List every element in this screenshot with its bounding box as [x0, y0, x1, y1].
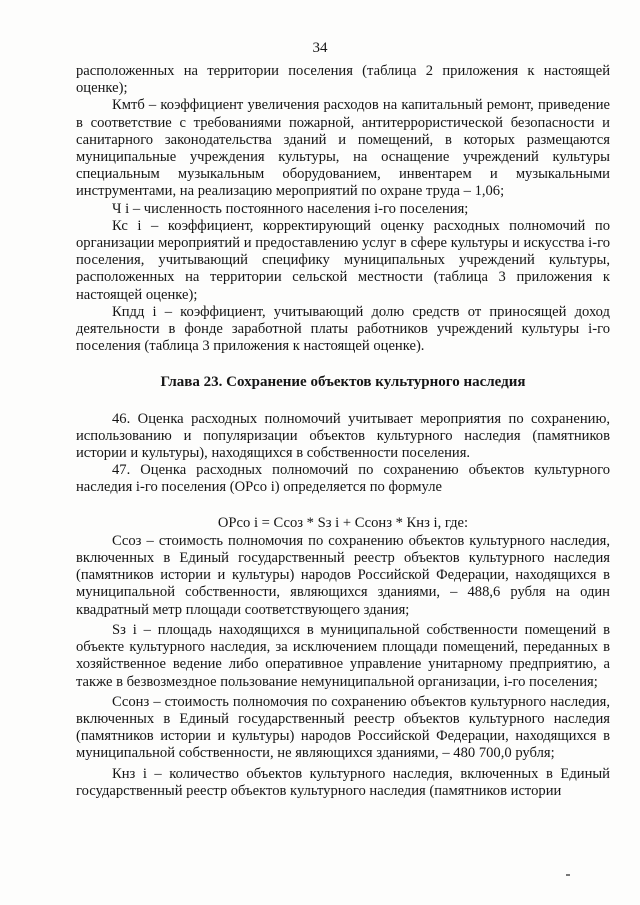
- paragraph-46: 46. Оценка расходных полномочий учитывает мероприятия по сохранению, использованию и популяризации объектов культурного наследия (памятников истории и культуры), находящихся в собственности поселения.: [76, 410, 610, 462]
- formula: ОРсо i = Ссоз * Sз i + Ссонз * Кнз i, где:: [217, 514, 469, 531]
- scan-speck: [566, 874, 570, 876]
- page-number: 34: [312, 40, 328, 56]
- paragraph-knz: Кнз i – количество объектов культурного наследия, включенных в Единый государственный реестр объектов культурного наследия (памятников истории: [76, 765, 610, 799]
- paragraph-sz: Sз i – площадь находящихся в муниципальной собственности помещений в объекте культурного наследия, за исключением площади помещений, переданных в хозяйственное ведение либо оперативное управление унитарному предприятию, а также в безвозмездное пользование немуниципальной организации, i-го поселения;: [76, 621, 610, 690]
- paragraph-ks: Кс i – коэффициент, корректирующий оценку расходных полномочий по организации мероприятий и предоставлению услуг в сфере культуры и искусства i-го поселения, учитывающий специфику муниципальных учреждений культуры, расположенных на территории сельской местности (таблица 3 приложения к настоящей оценке);: [76, 217, 610, 303]
- paragraph-kmtb: Кмтб – коэффициент увеличения расходов на капитальный ремонт, приведение в соответствие с требованиями пожарной, антитеррористической безопасности и санитарного законодательства зданий и помещений, в которых размещаются муниципальные учреждения культуры, на оснащение учреждений культуры специальным музыкальным оборудованием, инвентарем и музыкальными инструментами, на реализацию мероприятий по охране труда – 1,06;: [76, 97, 610, 200]
- paragraph-continuation: расположенных на территории поселения (таблица 2 приложения к настоящей оценке);: [76, 63, 610, 97]
- document-body: [76, 63, 610, 800]
- paragraph-ssoz: Ссоз – стоимость полномочия по сохранению объектов культурного наследия, включенных в Единый государственный реестр объектов культурного наследия (памятников истории и культуры) народов Российской Федерации, находящихся в муниципальной собственности, являющихся зданиями, – 488,6 рубля на один квадратный метр площади соответствующего здания;: [76, 532, 610, 618]
- paragraph-population: Ч i – численность постоянного населения i-го поселения;: [112, 200, 469, 217]
- paragraph-ssonz: Ссонз – стоимость полномочия по сохранению объектов культурного наследия, включенных в Единый государственный реестр объектов культурного наследия (памятников истории и культуры) народов Российской Федерации, находящихся в муниципальной собственности, не являющихся зданиями, – 480 700,0 рубля;: [76, 693, 610, 762]
- paragraph-kpdd: Кпдд i – коэффициент, учитывающий долю средств от приносящей доход деятельности в фонде заработной платы работников учреждений культуры i-го поселения (таблица 3 приложения к настоящей оценке).: [76, 303, 610, 355]
- chapter-heading: Глава 23. Сохранение объектов культурного наследия: [160, 374, 526, 391]
- paragraph-47: 47. Оценка расходных полномочий по сохранению объектов культурного наследия i-го поселения (ОРсо i) определяется по формуле: [76, 462, 610, 496]
